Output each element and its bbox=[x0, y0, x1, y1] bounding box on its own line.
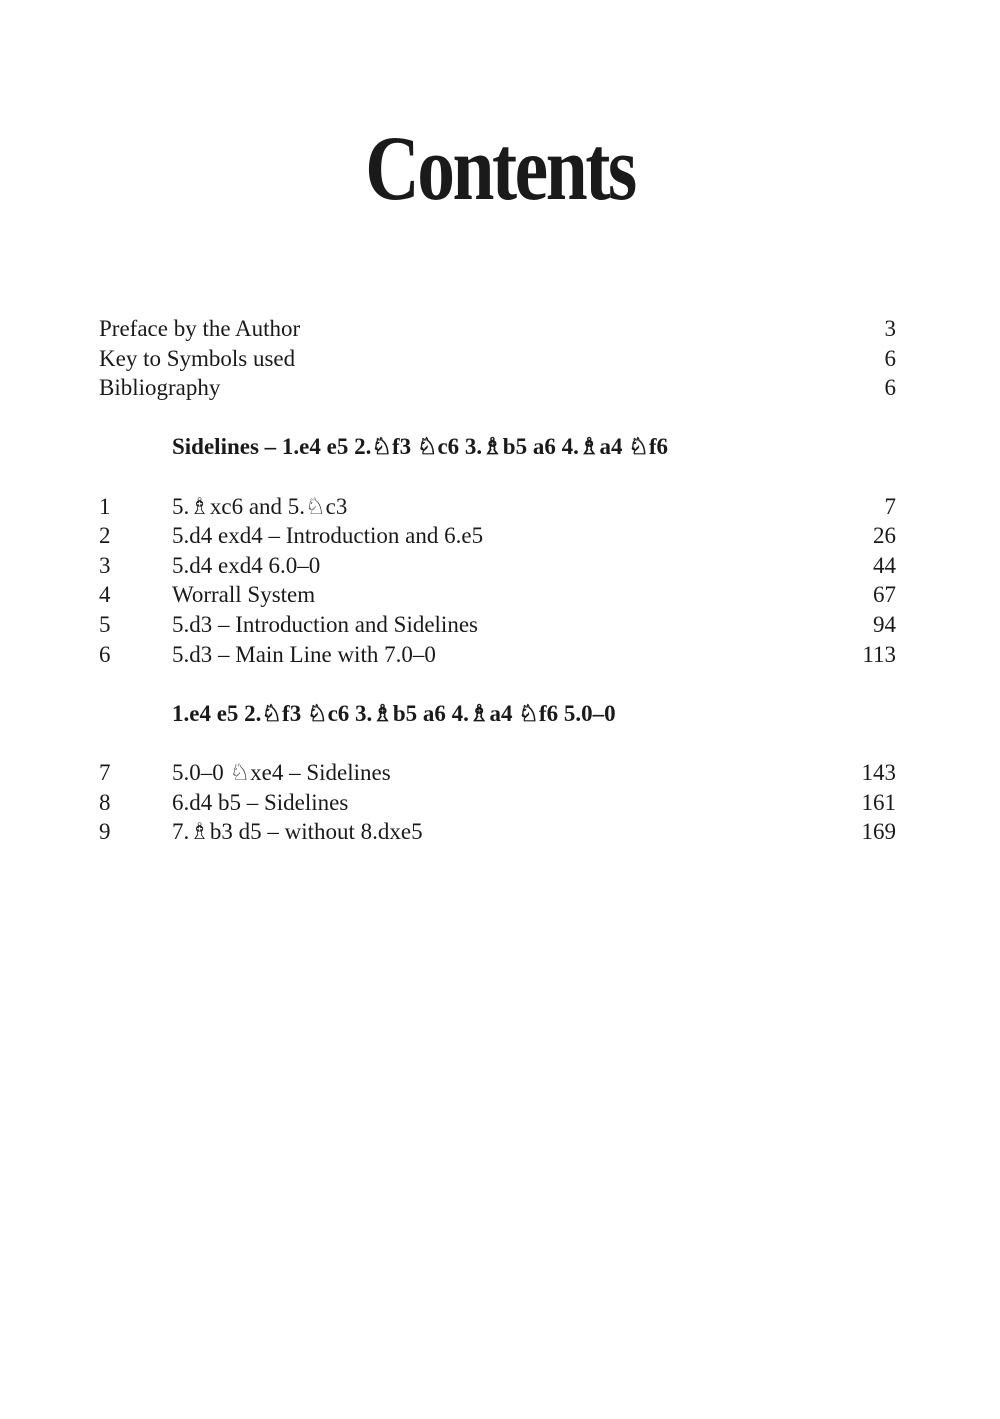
toc-entry-preface[interactable] bbox=[99, 314, 896, 344]
toc-chapter-6[interactable] bbox=[99, 640, 896, 670]
chapter-number: 5 bbox=[99, 611, 111, 637]
chapter-number: 1 bbox=[99, 493, 111, 519]
chapter-page: 67 bbox=[873, 582, 896, 608]
toc-chapter-2[interactable] bbox=[99, 521, 896, 551]
toc-entry-label: Bibliography bbox=[99, 375, 221, 401]
section-heading: Sidelines – 1.e4 e5 2.♘f3 ♘c6 3.♗b5 a6 4.♗a4 ♘f6 bbox=[172, 434, 668, 460]
toc-entry-bibliography[interactable] bbox=[99, 373, 896, 403]
toc-chapter-4[interactable] bbox=[99, 580, 896, 610]
table-of-contents bbox=[99, 314, 896, 847]
toc-entry-label: Key to Symbols used bbox=[99, 345, 296, 371]
chapter-number: 6 bbox=[99, 641, 111, 667]
chapter-page: 161 bbox=[861, 789, 896, 815]
toc-chapter-5[interactable] bbox=[99, 610, 896, 640]
chapter-number: 8 bbox=[99, 789, 111, 815]
page-title: Contents bbox=[365, 117, 635, 219]
chapter-title: 5.d3 – Introduction and Sidelines bbox=[172, 611, 478, 637]
chapter-number: 7 bbox=[99, 759, 111, 785]
chapter-title: 7.♗b3 d5 – without 8.dxe5 bbox=[172, 819, 423, 845]
chapter-page: 7 bbox=[884, 493, 896, 519]
chapter-page: 169 bbox=[861, 819, 896, 845]
chapter-number: 3 bbox=[99, 552, 111, 578]
toc-chapter-7[interactable] bbox=[99, 758, 896, 788]
toc-entry-page: 6 bbox=[884, 375, 896, 401]
toc-entry-key-to-symbols[interactable] bbox=[99, 344, 896, 374]
spacer bbox=[99, 669, 896, 699]
chapter-title: 5.0–0 ♘xe4 – Sidelines bbox=[172, 759, 391, 785]
spacer bbox=[99, 728, 896, 758]
toc-chapter-1[interactable] bbox=[99, 492, 896, 522]
chapter-number: 4 bbox=[99, 582, 111, 608]
chapter-title: 5.d4 exd4 – Introduction and 6.e5 bbox=[172, 523, 484, 549]
toc-entry-label: Preface by the Author bbox=[99, 316, 301, 341]
chapter-page: 44 bbox=[873, 552, 896, 578]
toc-entry-page: 3 bbox=[884, 316, 896, 341]
spacer bbox=[99, 403, 896, 433]
toc-chapter-9[interactable] bbox=[99, 817, 896, 847]
chapter-title: 5.d3 – Main Line with 7.0–0 bbox=[172, 641, 436, 667]
section-heading: 1.e4 e5 2.♘f3 ♘c6 3.♗b5 a6 4.♗a4 ♘f6 5.0–0 bbox=[172, 700, 616, 726]
chapter-number: 9 bbox=[99, 819, 111, 845]
chapter-page: 143 bbox=[861, 759, 896, 785]
chapter-page: 26 bbox=[873, 523, 896, 549]
toc-entry-page: 6 bbox=[884, 345, 896, 371]
chapter-title: Worrall System bbox=[172, 582, 316, 608]
chapter-page: 94 bbox=[873, 611, 896, 637]
chapter-title: 5.d4 exd4 6.0–0 bbox=[172, 552, 321, 578]
spacer bbox=[99, 462, 896, 492]
toc-chapter-3[interactable] bbox=[99, 551, 896, 581]
chapter-page: 113 bbox=[862, 641, 896, 667]
chapter-title: 6.d4 b5 – Sidelines bbox=[172, 789, 349, 815]
chapter-title: 5.♗xc6 and 5.♘c3 bbox=[172, 493, 348, 519]
chapter-number: 2 bbox=[99, 523, 111, 549]
toc-chapter-8[interactable] bbox=[99, 788, 896, 818]
